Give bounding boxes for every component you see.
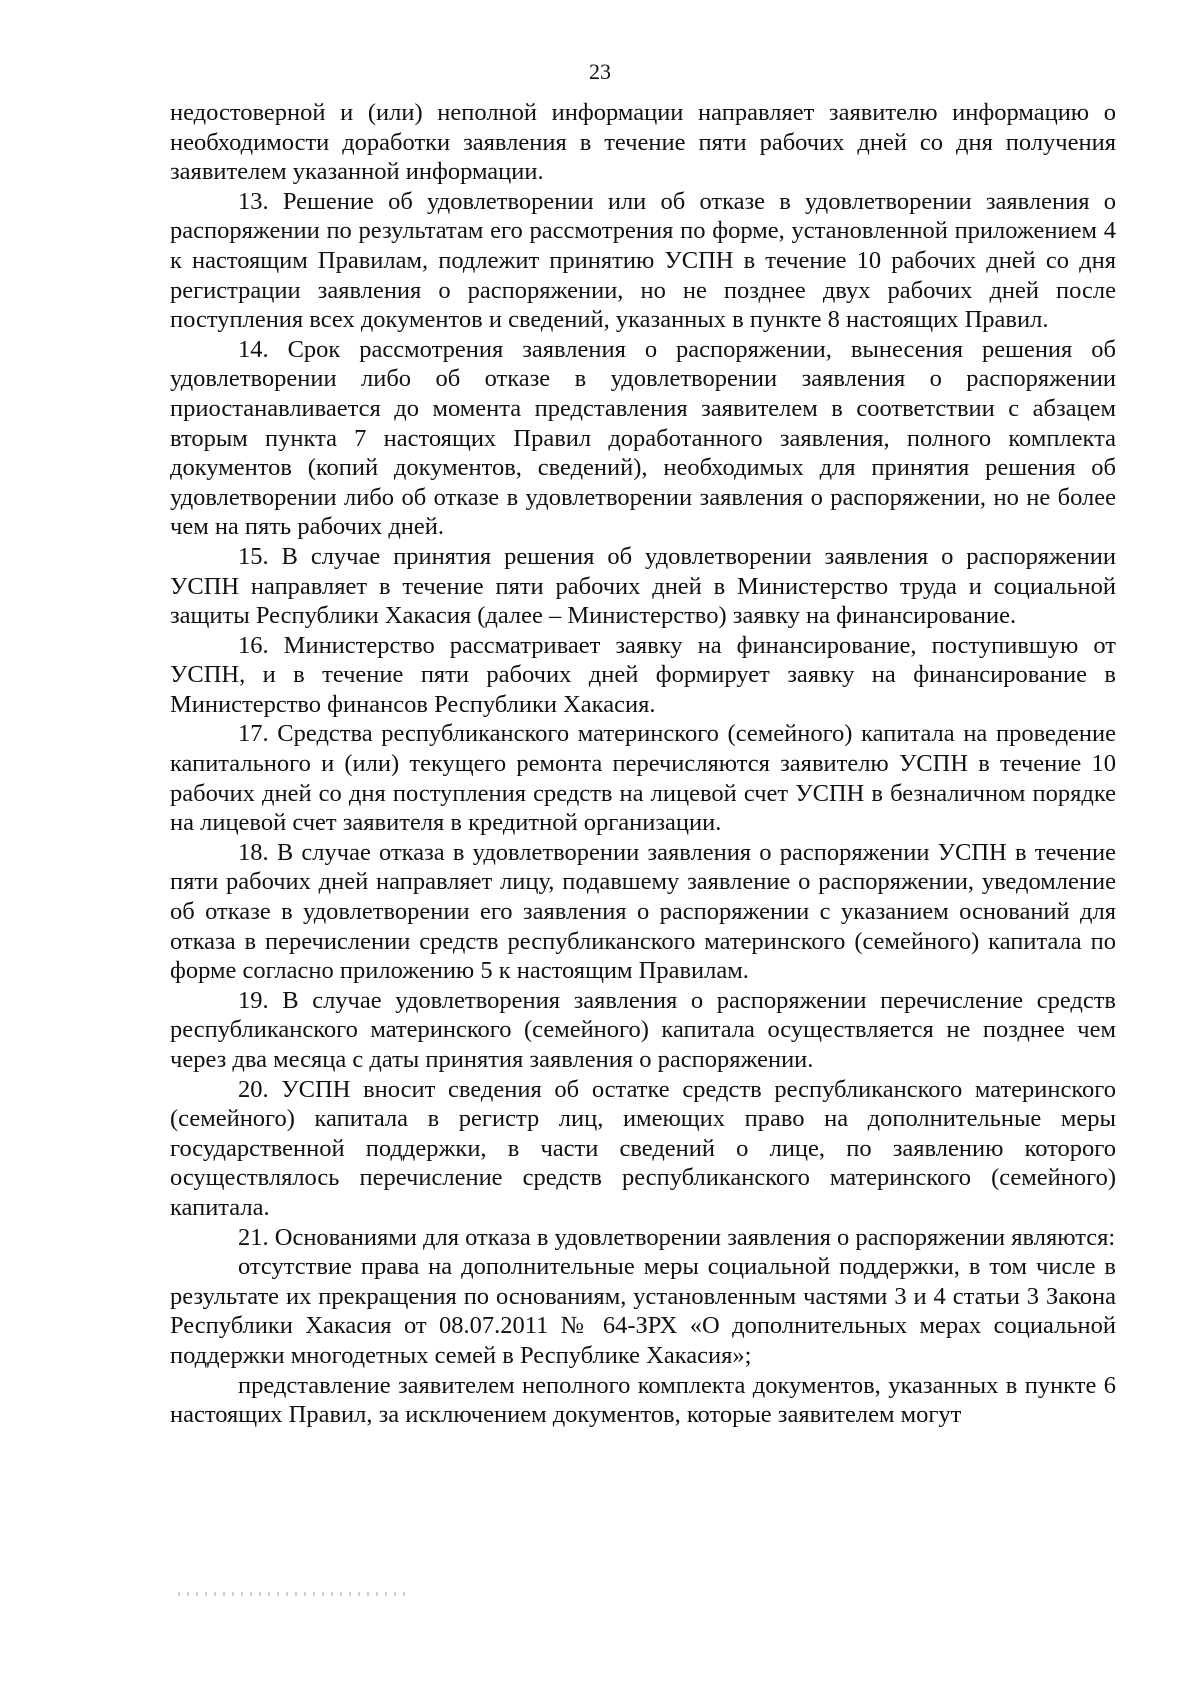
document-body	[170, 98, 1116, 1430]
paragraph-21-item-2: представление заявителем неполного комплекта документов, указанных в пункте 6 настоящих Правил, за исключением документов, которые заявителем могут	[170, 1371, 1116, 1429]
paragraph-16: 16. Министерство рассматривает заявку на финансирование, поступившую от УСПН, и в течение пяти рабочих дней формирует заявку на финансирование в Министерство финансов Республики Хакасия.	[170, 631, 1116, 718]
paragraph-17: 17. Средства республиканского материнского (семейного) капитала на проведение капитального и (или) текущего ремонта перечисляются заявителю УСПН в течение 10 рабочих дней со дня поступления средств на лицевой счет УСПН в безналичном порядке на лицевой счет заявителя в кредитной организации.	[170, 720, 1116, 837]
paragraph-15: 15. В случае принятия решения об удовлетворении заявления о распоряжении УСПН направляет в течение пяти рабочих дней в Министерство труда и социальной защиты Республики Хакасия (далее – Министерство) заявку на финансирование.	[170, 542, 1116, 630]
page-number: 23	[589, 59, 611, 84]
paragraph-19: 19. В случае удовлетворения заявления о распоряжении перечисление средств республиканского материнского (семейного) капитала осуществляется не позднее чем через два месяца с даты принятия заявления о распоряжении.	[170, 986, 1116, 1073]
paragraph-20: 20. УСПН вносит сведения об остатке средств республиканского материнского (семейного) капитала в регистр лиц, имеющих право на дополнительные меры государственной поддержки, в части сведений о лице, по заявлению которого осуществлялось перечисление средств республиканского материнского (семейного) капитала.	[170, 1075, 1116, 1221]
paragraph-21: 21. Основаниями для отказа в удовлетворении заявления о распоряжении являются:	[238, 1223, 1116, 1251]
paragraph-13: 13. Решение об удовлетворении или об отказе в удовлетворении заявления о распоряжении по результатам его рассмотрения по форме, установленной приложением 4 к настоящим Правилам, подлежит принятию УСПН в течение 10 рабочих дней со дня регистрации заявления о распоряжении, но не позднее двух рабочих дней после поступления всех документов и сведений, указанных в пункте 8 настоящих Правил.	[170, 187, 1116, 334]
paragraph-21-item-1: отсутствие права на дополнительные меры социальной поддержки, в том числе в результате их прекращения по основаниям, установленным частями 3 и 4 статьи 3 Закона Республики Хакасия от 08.07.2011 № 64-ЗРХ «О дополнительных мерах социальной поддержки многодетных семей в Республике Хакасия»;	[170, 1253, 1116, 1369]
scan-noise	[178, 1592, 408, 1596]
paragraph-14: 14. Срок рассмотрения заявления о распоряжении, вынесения решения об удовлетворении либо об отказе в удовлетворении заявления о распоряжении приостанавливается до момента представления заявителем в соответствии с абзацем вторым пункта 7 настоящих Правил доработанного заявления, полного комплекта документов (копий документов, сведений), необходимых для принятия решения об удовлетворении либо об отказе в удовлетворении заявления о распоряжении, но не более чем на пять рабочих дней.	[170, 335, 1116, 541]
paragraph-continuation: недостоверной и (или) неполной информации направляет заявителю информацию о необходимости доработки заявления в течение пяти рабочих дней со дня получения заявителем указанной информации.	[170, 99, 1116, 186]
paragraph-18: 18. В случае отказа в удовлетворении заявления о распоряжении УСПН в течение пяти рабочих дней направляет лицу, подавшему заявление о распоряжении, уведомление об отказе в удовлетворении его заявления о распоряжении с указанием оснований для отказа в перечислении средств республиканского материнского (семейного) капитала по форме согласно приложению 5 к настоящим Правилам.	[170, 838, 1116, 985]
